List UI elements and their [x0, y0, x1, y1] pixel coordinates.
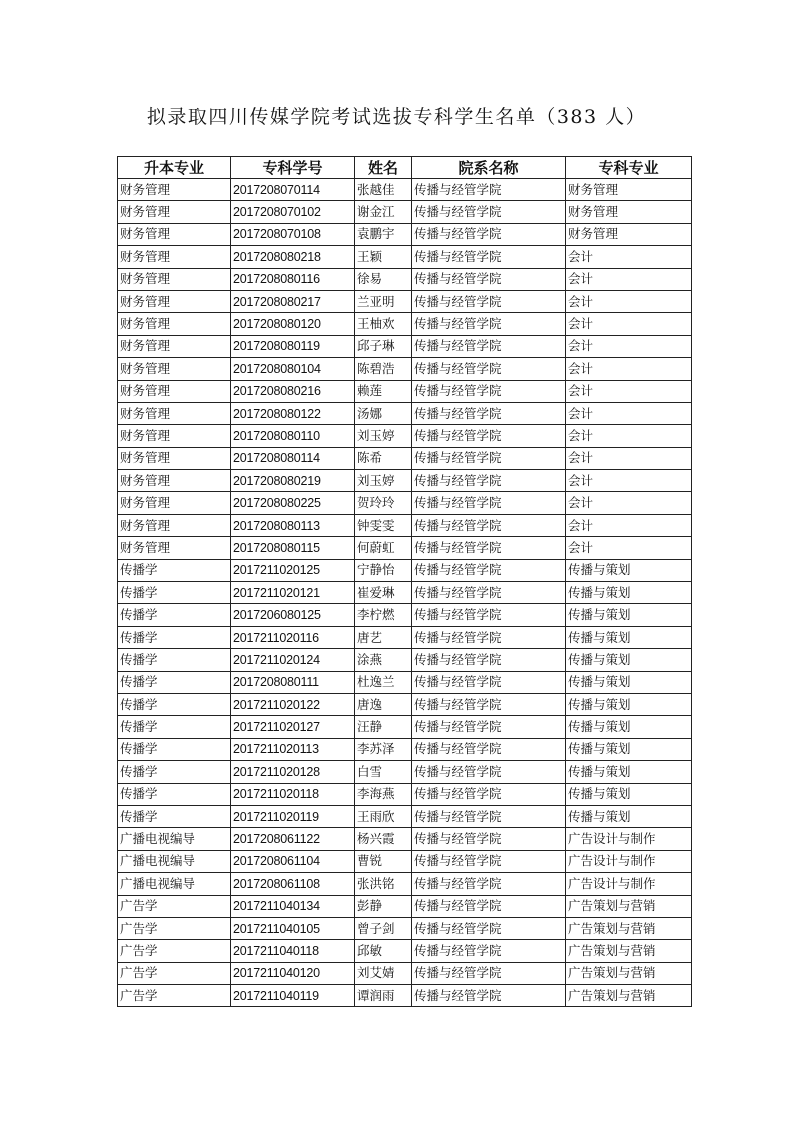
cell-department: 传播与经管学院: [412, 783, 566, 805]
table-body: [118, 179, 692, 1007]
cell-student-id: 2017211020113: [231, 738, 355, 760]
cell-student-id: 2017211040118: [231, 940, 355, 962]
cell-target-major: 财务管理: [118, 425, 231, 447]
cell-original-major: 会计: [566, 447, 692, 469]
cell-student-id: 2017208080122: [231, 402, 355, 424]
table-row: [118, 783, 692, 805]
table-row: [118, 447, 692, 469]
cell-student-id: 2017211020125: [231, 559, 355, 581]
table-row: [118, 492, 692, 514]
cell-target-major: 财务管理: [118, 290, 231, 312]
cell-student-id: 2017211040120: [231, 962, 355, 984]
cell-target-major: 财务管理: [118, 447, 231, 469]
cell-student-id: 2017211020128: [231, 761, 355, 783]
header-target-major: 升本专业: [118, 157, 231, 179]
cell-original-major: 会计: [566, 246, 692, 268]
cell-department: 传播与经管学院: [412, 693, 566, 715]
cell-student-id: 2017211020121: [231, 582, 355, 604]
cell-student-id: 2017208070102: [231, 201, 355, 223]
cell-target-major: 财务管理: [118, 268, 231, 290]
cell-department: 传播与经管学院: [412, 604, 566, 626]
cell-student-id: 2017211020127: [231, 716, 355, 738]
cell-original-major: 广告策划与营销: [566, 940, 692, 962]
cell-original-major: 传播与策划: [566, 671, 692, 693]
cell-name: 刘玉婷: [355, 470, 412, 492]
cell-target-major: 传播学: [118, 716, 231, 738]
cell-original-major: 会计: [566, 470, 692, 492]
cell-name: 杨兴霞: [355, 828, 412, 850]
cell-name: 兰亚明: [355, 290, 412, 312]
cell-original-major: 广告策划与营销: [566, 962, 692, 984]
cell-name: 刘玉婷: [355, 425, 412, 447]
table-row: [118, 873, 692, 895]
cell-name: 崔爱琳: [355, 582, 412, 604]
table-row: [118, 223, 692, 245]
cell-original-major: 传播与策划: [566, 604, 692, 626]
cell-original-major: 会计: [566, 537, 692, 559]
table-row: [118, 917, 692, 939]
cell-department: 传播与经管学院: [412, 425, 566, 447]
table-row: [118, 402, 692, 424]
cell-name: 赖莲: [355, 380, 412, 402]
cell-student-id: 2017211020116: [231, 626, 355, 648]
cell-target-major: 财务管理: [118, 402, 231, 424]
table-row: [118, 671, 692, 693]
cell-target-major: 财务管理: [118, 179, 231, 201]
table-row: [118, 716, 692, 738]
cell-name: 徐易: [355, 268, 412, 290]
cell-original-major: 广告设计与制作: [566, 873, 692, 895]
cell-student-id: 2017208080218: [231, 246, 355, 268]
cell-target-major: 财务管理: [118, 358, 231, 380]
cell-department: 传播与经管学院: [412, 313, 566, 335]
header-original-major: 专科专业: [566, 157, 692, 179]
cell-target-major: 财务管理: [118, 313, 231, 335]
cell-original-major: 传播与策划: [566, 716, 692, 738]
cell-target-major: 广告学: [118, 962, 231, 984]
cell-student-id: 2017211020119: [231, 805, 355, 827]
cell-department: 传播与经管学院: [412, 223, 566, 245]
table-row: [118, 514, 692, 536]
table-row: [118, 828, 692, 850]
cell-department: 传播与经管学院: [412, 582, 566, 604]
cell-department: 传播与经管学院: [412, 246, 566, 268]
cell-original-major: 传播与策划: [566, 693, 692, 715]
cell-target-major: 传播学: [118, 649, 231, 671]
cell-original-major: 会计: [566, 402, 692, 424]
cell-name: 李苏泽: [355, 738, 412, 760]
cell-target-major: 广播电视编导: [118, 873, 231, 895]
cell-original-major: 会计: [566, 358, 692, 380]
cell-target-major: 传播学: [118, 671, 231, 693]
cell-department: 传播与经管学院: [412, 805, 566, 827]
cell-name: 彭静: [355, 895, 412, 917]
table-row: [118, 582, 692, 604]
table-row: [118, 470, 692, 492]
cell-target-major: 财务管理: [118, 514, 231, 536]
cell-original-major: 会计: [566, 313, 692, 335]
cell-original-major: 传播与策划: [566, 582, 692, 604]
table-row: [118, 962, 692, 984]
cell-original-major: 传播与策划: [566, 805, 692, 827]
cell-original-major: 广告策划与营销: [566, 917, 692, 939]
cell-name: 曹锐: [355, 850, 412, 872]
cell-name: 汪静: [355, 716, 412, 738]
cell-name: 王颖: [355, 246, 412, 268]
table-header-row: [118, 157, 692, 179]
cell-student-id: 2017208080115: [231, 537, 355, 559]
cell-department: 传播与经管学院: [412, 940, 566, 962]
cell-department: 传播与经管学院: [412, 358, 566, 380]
cell-department: 传播与经管学院: [412, 380, 566, 402]
cell-department: 传播与经管学院: [412, 962, 566, 984]
cell-target-major: 财务管理: [118, 470, 231, 492]
cell-name: 杜逸兰: [355, 671, 412, 693]
cell-name: 张洪铭: [355, 873, 412, 895]
cell-original-major: 会计: [566, 425, 692, 447]
cell-student-id: 2017208080114: [231, 447, 355, 469]
cell-department: 传播与经管学院: [412, 671, 566, 693]
cell-department: 传播与经管学院: [412, 179, 566, 201]
table-row: [118, 649, 692, 671]
cell-department: 传播与经管学院: [412, 559, 566, 581]
cell-original-major: 财务管理: [566, 201, 692, 223]
cell-department: 传播与经管学院: [412, 492, 566, 514]
cell-department: 传播与经管学院: [412, 649, 566, 671]
cell-name: 汤娜: [355, 402, 412, 424]
cell-target-major: 财务管理: [118, 246, 231, 268]
cell-target-major: 广播电视编导: [118, 828, 231, 850]
cell-department: 传播与经管学院: [412, 626, 566, 648]
cell-original-major: 会计: [566, 492, 692, 514]
cell-original-major: 会计: [566, 335, 692, 357]
table-row: [118, 693, 692, 715]
cell-original-major: 广告策划与营销: [566, 895, 692, 917]
cell-target-major: 财务管理: [118, 537, 231, 559]
cell-department: 传播与经管学院: [412, 335, 566, 357]
cell-student-id: 2017208070114: [231, 179, 355, 201]
table-row: [118, 358, 692, 380]
cell-student-id: 2017206080125: [231, 604, 355, 626]
cell-original-major: 传播与策划: [566, 649, 692, 671]
cell-target-major: 财务管理: [118, 201, 231, 223]
cell-target-major: 广告学: [118, 917, 231, 939]
cell-target-major: 传播学: [118, 582, 231, 604]
cell-original-major: 传播与策划: [566, 783, 692, 805]
table-row: [118, 380, 692, 402]
cell-name: 谭润雨: [355, 985, 412, 1007]
cell-student-id: 2017208061108: [231, 873, 355, 895]
cell-name: 陈碧浩: [355, 358, 412, 380]
cell-student-id: 2017211020124: [231, 649, 355, 671]
cell-student-id: 2017208080217: [231, 290, 355, 312]
cell-department: 传播与经管学院: [412, 917, 566, 939]
table-row: [118, 850, 692, 872]
cell-original-major: 会计: [566, 268, 692, 290]
cell-department: 传播与经管学院: [412, 828, 566, 850]
cell-department: 传播与经管学院: [412, 447, 566, 469]
cell-student-id: 2017208080119: [231, 335, 355, 357]
cell-name: 邱敏: [355, 940, 412, 962]
cell-target-major: 传播学: [118, 761, 231, 783]
cell-name: 钟雯雯: [355, 514, 412, 536]
cell-target-major: 广播电视编导: [118, 850, 231, 872]
cell-student-id: 2017211040134: [231, 895, 355, 917]
cell-name: 何蔚虹: [355, 537, 412, 559]
table-row: [118, 537, 692, 559]
cell-name: 李海燕: [355, 783, 412, 805]
cell-student-id: 2017208080104: [231, 358, 355, 380]
cell-student-id: 2017208061104: [231, 850, 355, 872]
table-row: [118, 201, 692, 223]
cell-department: 传播与经管学院: [412, 402, 566, 424]
header-department: 院系名称: [412, 157, 566, 179]
cell-student-id: 2017211040105: [231, 917, 355, 939]
cell-student-id: 2017211040119: [231, 985, 355, 1007]
cell-original-major: 广告策划与营销: [566, 985, 692, 1007]
cell-target-major: 财务管理: [118, 335, 231, 357]
table-row: [118, 805, 692, 827]
table-row: [118, 940, 692, 962]
cell-department: 传播与经管学院: [412, 290, 566, 312]
cell-target-major: 广告学: [118, 985, 231, 1007]
cell-target-major: 传播学: [118, 604, 231, 626]
cell-target-major: 传播学: [118, 693, 231, 715]
cell-name: 袁鹏宇: [355, 223, 412, 245]
cell-original-major: 财务管理: [566, 179, 692, 201]
cell-original-major: 广告设计与制作: [566, 850, 692, 872]
table-row: [118, 738, 692, 760]
table-row: [118, 559, 692, 581]
cell-department: 传播与经管学院: [412, 850, 566, 872]
cell-student-id: 2017208070108: [231, 223, 355, 245]
cell-name: 唐逸: [355, 693, 412, 715]
cell-department: 传播与经管学院: [412, 985, 566, 1007]
cell-department: 传播与经管学院: [412, 716, 566, 738]
table-row: [118, 268, 692, 290]
cell-student-id: 2017211020122: [231, 693, 355, 715]
cell-student-id: 2017208080219: [231, 470, 355, 492]
cell-target-major: 财务管理: [118, 380, 231, 402]
table-row: [118, 626, 692, 648]
cell-name: 王柚欢: [355, 313, 412, 335]
cell-original-major: 传播与策划: [566, 738, 692, 760]
table-row: [118, 604, 692, 626]
cell-target-major: 传播学: [118, 738, 231, 760]
cell-name: 张越佳: [355, 179, 412, 201]
header-name: 姓名: [355, 157, 412, 179]
cell-student-id: 2017208080113: [231, 514, 355, 536]
cell-target-major: 财务管理: [118, 492, 231, 514]
table-row: [118, 425, 692, 447]
cell-student-id: 2017208080111: [231, 671, 355, 693]
cell-name: 宁静怡: [355, 559, 412, 581]
cell-name: 王雨欣: [355, 805, 412, 827]
admission-roster-table: [117, 156, 692, 1007]
cell-student-id: 2017208080110: [231, 425, 355, 447]
cell-student-id: 2017208080116: [231, 268, 355, 290]
cell-original-major: 会计: [566, 380, 692, 402]
cell-name: 邱子琳: [355, 335, 412, 357]
cell-student-id: 2017208080120: [231, 313, 355, 335]
cell-department: 传播与经管学院: [412, 537, 566, 559]
cell-department: 传播与经管学院: [412, 201, 566, 223]
cell-name: 唐艺: [355, 626, 412, 648]
cell-name: 谢金江: [355, 201, 412, 223]
cell-name: 白雪: [355, 761, 412, 783]
table-row: [118, 313, 692, 335]
table-row: [118, 246, 692, 268]
cell-target-major: 广告学: [118, 940, 231, 962]
cell-student-id: 2017208080216: [231, 380, 355, 402]
cell-target-major: 传播学: [118, 559, 231, 581]
cell-original-major: 会计: [566, 290, 692, 312]
cell-student-id: 2017208061122: [231, 828, 355, 850]
cell-original-major: 会计: [566, 514, 692, 536]
cell-target-major: 传播学: [118, 626, 231, 648]
cell-student-id: 2017208080225: [231, 492, 355, 514]
cell-department: 传播与经管学院: [412, 514, 566, 536]
cell-department: 传播与经管学院: [412, 761, 566, 783]
cell-department: 传播与经管学院: [412, 268, 566, 290]
cell-department: 传播与经管学院: [412, 738, 566, 760]
cell-original-major: 广告设计与制作: [566, 828, 692, 850]
cell-department: 传播与经管学院: [412, 873, 566, 895]
cell-target-major: 传播学: [118, 783, 231, 805]
table-row: [118, 895, 692, 917]
cell-original-major: 财务管理: [566, 223, 692, 245]
table-row: [118, 179, 692, 201]
cell-original-major: 传播与策划: [566, 761, 692, 783]
cell-name: 陈希: [355, 447, 412, 469]
cell-name: 涂燕: [355, 649, 412, 671]
cell-original-major: 传播与策划: [566, 559, 692, 581]
cell-department: 传播与经管学院: [412, 470, 566, 492]
table-row: [118, 290, 692, 312]
cell-target-major: 财务管理: [118, 223, 231, 245]
header-student-id: 专科学号: [231, 157, 355, 179]
cell-original-major: 传播与策划: [566, 626, 692, 648]
cell-student-id: 2017211020118: [231, 783, 355, 805]
cell-name: 李柠燃: [355, 604, 412, 626]
document-title: 拟录取四川传媒学院考试选拔专科学生名单（383 人）: [146, 106, 647, 128]
cell-name: 刘艾婧: [355, 962, 412, 984]
cell-name: 曾子剑: [355, 917, 412, 939]
cell-department: 传播与经管学院: [412, 895, 566, 917]
table-row: [118, 335, 692, 357]
table-row: [118, 761, 692, 783]
cell-target-major: 传播学: [118, 805, 231, 827]
cell-target-major: 广告学: [118, 895, 231, 917]
table-row: [118, 985, 692, 1007]
cell-name: 贺玲玲: [355, 492, 412, 514]
